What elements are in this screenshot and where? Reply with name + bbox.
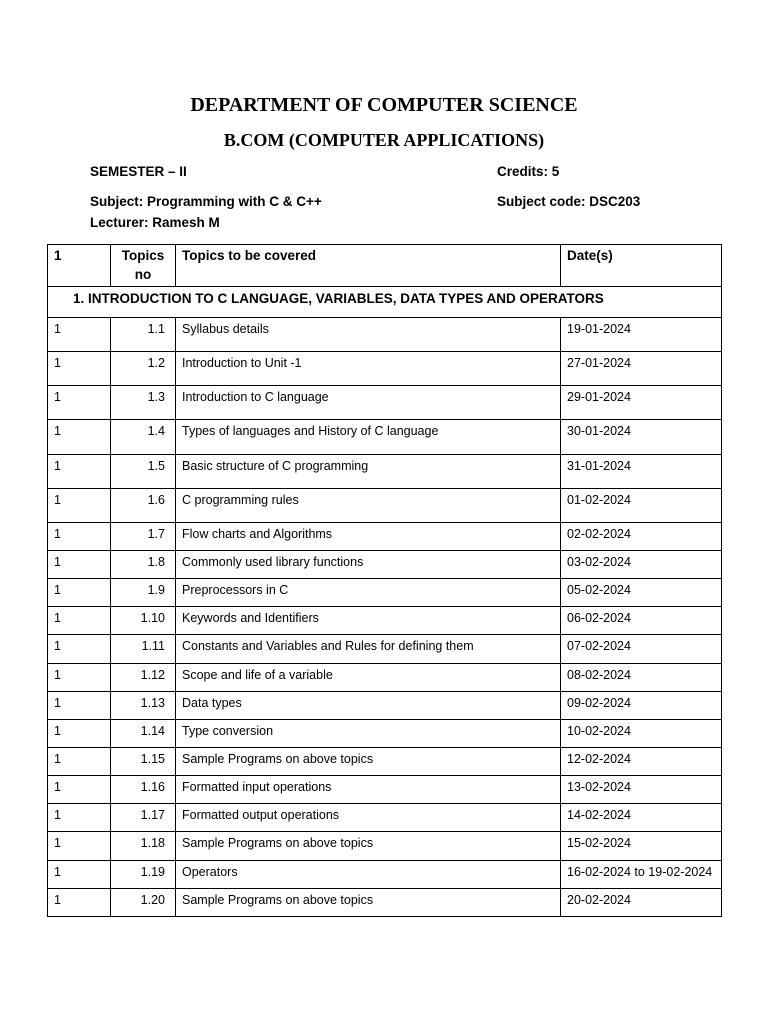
row-topic-cell: Syllabus details xyxy=(176,318,561,352)
row-date-cell: 31-01-2024 xyxy=(561,455,722,489)
row-date-cell: 06-02-2024 xyxy=(561,607,722,635)
row-topic-cell: Formatted input operations xyxy=(176,776,561,804)
row-topic-cell: Types of languages and History of C language xyxy=(176,420,561,455)
row-topic-cell: Operators xyxy=(176,861,561,889)
row-unit-cell: 1 xyxy=(48,804,111,832)
row-date-cell: 12-02-2024 xyxy=(561,748,722,776)
row-topic-cell: Data types xyxy=(176,692,561,720)
row-topic-cell: Formatted output operations xyxy=(176,804,561,832)
course-title: B.COM (COMPUTER APPLICATIONS) xyxy=(223,130,545,150)
row-date-cell: 14-02-2024 xyxy=(561,804,722,832)
row-unit-cell: 1 xyxy=(48,318,111,352)
table-row xyxy=(48,352,722,386)
row-unit-cell: 1 xyxy=(48,832,111,861)
row-unit-cell: 1 xyxy=(48,352,111,386)
row-topic-no-cell: 1.3 xyxy=(111,386,176,420)
table-row xyxy=(48,420,722,455)
row-topic-cell: Introduction to C language xyxy=(176,386,561,420)
row-date-cell: 02-02-2024 xyxy=(561,523,722,551)
row-topic-cell: Scope and life of a variable xyxy=(176,664,561,692)
header-topic-no: Topics no xyxy=(111,245,176,287)
table-row xyxy=(48,318,722,352)
row-topic-cell: Sample Programs on above topics xyxy=(176,748,561,776)
semester-label: SEMESTER – II xyxy=(90,164,187,179)
row-topic-no-cell: 1.4 xyxy=(111,420,176,455)
row-unit-cell: 1 xyxy=(48,720,111,748)
row-date-cell: 09-02-2024 xyxy=(561,692,722,720)
table-row xyxy=(48,861,722,889)
row-unit-cell: 1 xyxy=(48,664,111,692)
row-topic-no-cell: 1.8 xyxy=(111,551,176,579)
row-date-cell: 27-01-2024 xyxy=(561,352,722,386)
row-date-cell: 05-02-2024 xyxy=(561,579,722,607)
table-row xyxy=(48,635,722,664)
department-title: DEPARTMENT OF COMPUTER SCIENCE xyxy=(190,94,578,116)
table-row xyxy=(48,804,722,832)
table-row xyxy=(48,776,722,804)
row-topic-cell: Introduction to Unit -1 xyxy=(176,352,561,386)
row-topic-no-cell: 1.16 xyxy=(111,776,176,804)
row-topic-cell: Constants and Variables and Rules for defining them xyxy=(176,635,561,664)
row-unit-cell: 1 xyxy=(48,420,111,455)
table-row xyxy=(48,692,722,720)
row-topic-cell: Keywords and Identifiers xyxy=(176,607,561,635)
row-unit-cell: 1 xyxy=(48,776,111,804)
subject-label: Subject: Programming with C & C++ xyxy=(90,194,322,209)
row-topic-no-cell: 1.17 xyxy=(111,804,176,832)
row-unit-cell: 1 xyxy=(48,889,111,917)
row-topic-no-cell: 1.9 xyxy=(111,579,176,607)
row-topic-no-cell: 1.6 xyxy=(111,489,176,523)
row-topic-cell: C programming rules xyxy=(176,489,561,523)
row-topic-cell: Commonly used library functions xyxy=(176,551,561,579)
row-topic-cell: Sample Programs on above topics xyxy=(176,889,561,917)
row-date-cell: 30-01-2024 xyxy=(561,420,722,455)
subject-code-label: Subject code: DSC203 xyxy=(497,194,641,209)
section-title: 1. INTRODUCTION TO C LANGUAGE, VARIABLES, DATA TYPES AND OPERATORS xyxy=(48,287,722,318)
row-date-cell: 08-02-2024 xyxy=(561,664,722,692)
row-topic-cell: Flow charts and Algorithms xyxy=(176,523,561,551)
row-topic-cell: Basic structure of C programming xyxy=(176,455,561,489)
row-topic-no-cell: 1.14 xyxy=(111,720,176,748)
table-row xyxy=(48,889,722,917)
row-unit-cell: 1 xyxy=(48,489,111,523)
row-unit-cell: 1 xyxy=(48,455,111,489)
table-row xyxy=(48,489,722,523)
row-topic-cell: Sample Programs on above topics xyxy=(176,832,561,861)
row-topic-no-cell: 1.13 xyxy=(111,692,176,720)
table-row xyxy=(48,720,722,748)
row-topic-cell: Type conversion xyxy=(176,720,561,748)
credits-label: Credits: 5 xyxy=(497,164,560,179)
table-row xyxy=(48,579,722,607)
row-date-cell: 07-02-2024 xyxy=(561,635,722,664)
row-topic-no-cell: 1.5 xyxy=(111,455,176,489)
row-unit-cell: 1 xyxy=(48,551,111,579)
row-date-cell: 29-01-2024 xyxy=(561,386,722,420)
row-date-cell: 19-01-2024 xyxy=(561,318,722,352)
row-unit-cell: 1 xyxy=(48,523,111,551)
row-topic-no-cell: 1.19 xyxy=(111,861,176,889)
row-unit-cell: 1 xyxy=(48,692,111,720)
schedule-table xyxy=(47,244,722,917)
lecturer-label: Lecturer: Ramesh M xyxy=(90,215,220,230)
row-topic-no-cell: 1.18 xyxy=(111,832,176,861)
table-row xyxy=(48,832,722,861)
row-topic-no-cell: 1.20 xyxy=(111,889,176,917)
row-unit-cell: 1 xyxy=(48,748,111,776)
row-topic-cell: Preprocessors in C xyxy=(176,579,561,607)
row-date-cell: 15-02-2024 xyxy=(561,832,722,861)
row-unit-cell: 1 xyxy=(48,579,111,607)
row-topic-no-cell: 1.11 xyxy=(111,635,176,664)
table-row xyxy=(48,523,722,551)
table-row xyxy=(48,551,722,579)
row-date-cell: 13-02-2024 xyxy=(561,776,722,804)
table-row xyxy=(48,386,722,420)
table-row xyxy=(48,455,722,489)
table-row xyxy=(48,607,722,635)
row-topic-no-cell: 1.10 xyxy=(111,607,176,635)
row-topic-no-cell: 1.2 xyxy=(111,352,176,386)
row-unit-cell: 1 xyxy=(48,635,111,664)
section-heading-row xyxy=(48,287,722,318)
header-dates: Date(s) xyxy=(561,245,722,287)
row-topic-no-cell: 1.12 xyxy=(111,664,176,692)
row-topic-no-cell: 1.15 xyxy=(111,748,176,776)
row-date-cell: 10-02-2024 xyxy=(561,720,722,748)
row-topic-no-cell: 1.7 xyxy=(111,523,176,551)
row-date-cell: 01-02-2024 xyxy=(561,489,722,523)
row-unit-cell: 1 xyxy=(48,607,111,635)
row-date-cell: 16-02-2024 to 19-02-2024 xyxy=(561,861,722,889)
table-row xyxy=(48,664,722,692)
header-unit: 1 xyxy=(48,245,111,287)
table-row xyxy=(48,748,722,776)
row-unit-cell: 1 xyxy=(48,386,111,420)
row-topic-no-cell: 1.1 xyxy=(111,318,176,352)
row-date-cell: 03-02-2024 xyxy=(561,551,722,579)
table-header-row xyxy=(48,245,722,287)
header-topics: Topics to be covered xyxy=(176,245,561,287)
row-date-cell: 20-02-2024 xyxy=(561,889,722,917)
row-unit-cell: 1 xyxy=(48,861,111,889)
